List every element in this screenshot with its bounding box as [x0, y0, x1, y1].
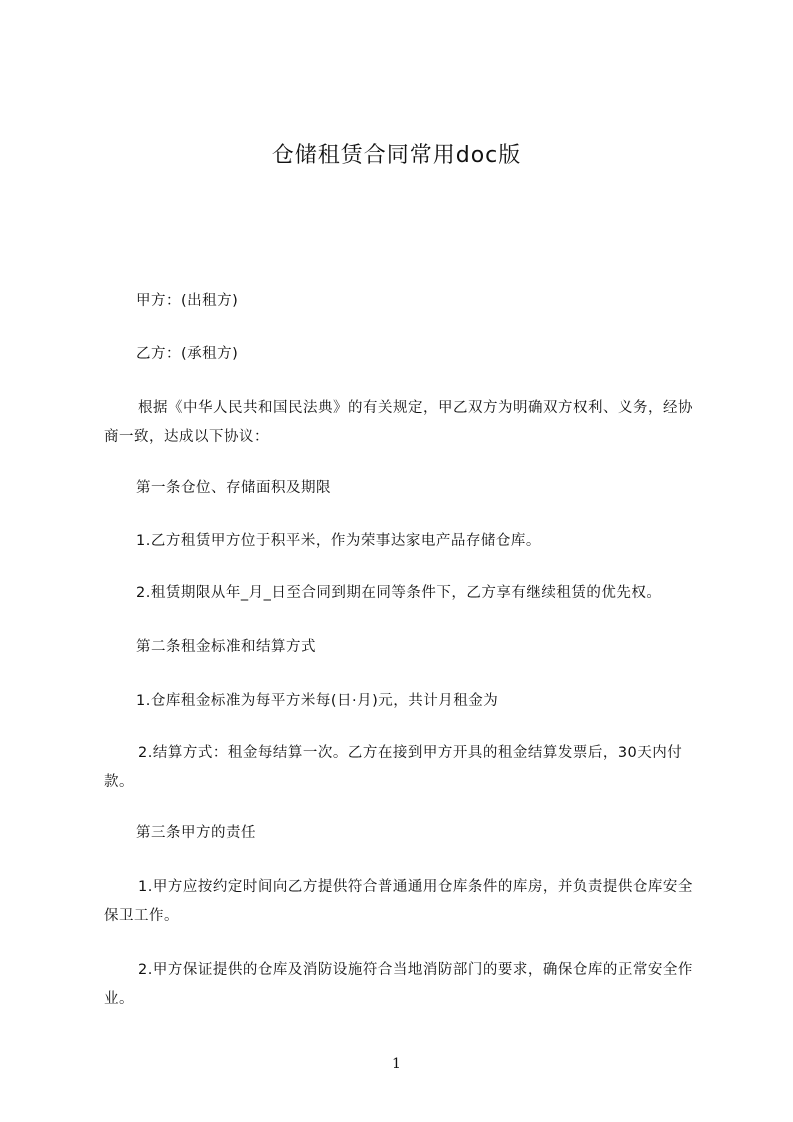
article-2-heading: 第二条租金标准和结算方式 — [136, 639, 316, 655]
page-number: 1 — [392, 1056, 401, 1072]
party-b-line: 乙方：(承租方) — [136, 346, 239, 362]
document-title: 仓储租赁合同常用doc版 — [271, 143, 522, 168]
article-1-item-2: 2.租赁期限从年_月_日至合同到期在同等条件下，乙方享有继续租赁的优先权。 — [136, 585, 662, 601]
article-1-heading: 第一条仓位、存储面积及期限 — [136, 480, 331, 496]
article-2-item-2: 2.结算方式：租金每结算一次。乙方在接到甲方开具的租金结算发票后，30天内付款。 — [104, 745, 683, 790]
article-3-heading: 第三条甲方的责任 — [136, 825, 256, 841]
preamble-paragraph: 根据《中华人民共和国民法典》的有关规定，甲乙双方为明确双方权利、义务，经协商一致，达成以下协议： — [104, 400, 693, 445]
article-3-item-2: 2.甲方保证提供的仓库及消防设施符合当地消防部门的要求，确保仓库的正常安全作业。 — [104, 962, 693, 1007]
party-a-line: 甲方：(出租方) — [136, 293, 239, 309]
article-2-item-1: 1.仓库租金标准为每平方米每(日·月)元，共计月租金为 — [136, 693, 499, 709]
article-3-item-1: 1.甲方应按约定时间向乙方提供符合普通通用仓库条件的库房，并负责提供仓库安全保卫工作。 — [104, 879, 693, 924]
article-1-item-1: 1.乙方租赁甲方位于积平米，作为荣事达家电产品存储仓库。 — [136, 533, 541, 549]
